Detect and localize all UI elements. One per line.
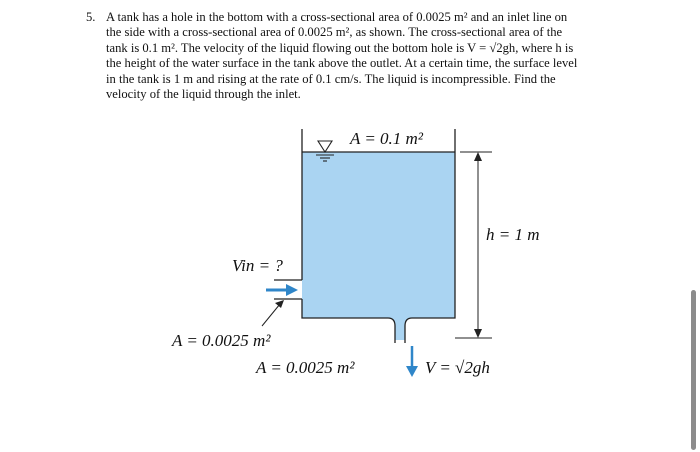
tank-area-label: A = 0.1 m²	[350, 129, 423, 148]
outlet-velocity-label: V = √2gh	[425, 358, 490, 377]
inlet-flow-arrow-icon	[266, 284, 298, 296]
problem-line-3: tank is 0.1 m². The velocity of the liquid flowing out the bottom hole is V = √2gh, where h is	[106, 40, 574, 55]
outlet-area-label: A = 0.0025 m²	[256, 358, 355, 377]
inlet-area-label: A = 0.0025 m²	[172, 331, 271, 350]
height-label: h = 1 m	[486, 225, 540, 244]
problem-line-1: A tank has a hole in the bottom with a cross-sectional area of 0.0025 m² and an inlet line on	[106, 10, 568, 24]
scrollbar[interactable]	[691, 290, 696, 450]
problem-line-6: velocity of the liquid through the inlet.	[106, 87, 301, 102]
height-arrow-down-icon	[474, 329, 482, 338]
inlet-leader-arrow-icon	[275, 300, 284, 308]
outlet-flow-arrow-icon	[406, 346, 418, 377]
problem-line-5: in the tank is 1 m and rising at the rate of 0.1 cm/s. The liquid is incompressible. Find the	[106, 71, 556, 86]
inlet-leader-line	[262, 304, 280, 326]
problem-line-4: the height of the water surface in the tank above the outlet. At a certain time, the surface level	[106, 56, 578, 71]
problem-number: 5.	[86, 10, 96, 24]
problem-line-2: the side with a cross-sectional area of 0.0025 m², as shown. The cross-sectional area of the	[106, 25, 563, 40]
inlet-velocity-label: Vin = ?	[232, 256, 283, 275]
tank-liquid	[302, 152, 455, 340]
height-arrow-up-icon	[474, 152, 482, 161]
height-dimension	[455, 152, 492, 338]
